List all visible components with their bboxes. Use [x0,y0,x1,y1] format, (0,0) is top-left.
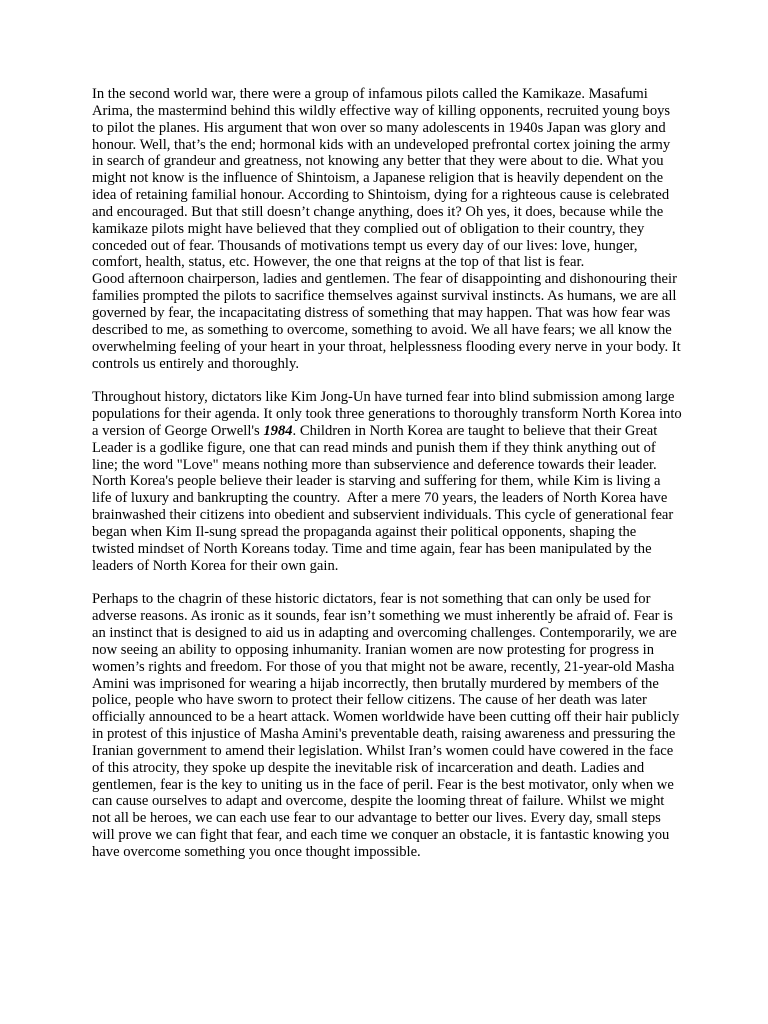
paragraph-greeting: Good afternoon chairperson, ladies and gentlemen. The fear of disappointing and dishonouring their families prompted the pilots to sacrifice themselves against survival instincts. As humans, we are all governed by fear, the incapacitating distress of something that may happen. That was how fear was described to me, as something to overcome, something to avoid. We all have fears; we all know the overwhelming feeling of your heart in your throat, helplessness flooding every nerve in your body. It controls us entirely and thoroughly. [92,271,681,372]
paragraph-spacer [92,574,682,591]
paragraph-iran-protests: Perhaps to the chagrin of these historic dictators, fear is not something that can only be used for adverse reasons. As ironic as it sounds, fear isn’t something we must inherently be afraid of. Fear is an instinct that is designed to aid us in adapting and overcoming challenges. Contemporarily, we are now seeing an ability to opposing inhumanity. Iranian women are now protesting for progress in women’s rights and freedom. For those of you that might not be aware, recently, 21-year-old Masha Amini was imprisoned for wearing a hijab incorrectly, then brutally murdered by members of the police, people who have sworn to protect their fellow citizens. The cause of her death was later officially announced to be a heart attack. Women worldwide have been cutting off their hair publicly in protest of this injustice of Masha Amini's preventable death, raising awareness and pressuring the Iranian government to amend their legislation. Whilst Iran’s women could have cowered in the face of this atrocity, they spoke up despite the inevitable risk of incarceration and death. Ladies and gentlemen, fear is the key to uniting us in the face of peril. Fear is the best motivator, only when we can cause ourselves to adapt and overcome, despite the looming threat of failure. Whilst we might not all be heroes, we can each use fear to our advantage to better our lives. Every day, small steps will prove we can fight that fear, and each time we conquer an obstacle, it is fantastic knowing you have overcome something you once thought impossible. [92,591,680,860]
document-body [92,86,682,861]
paragraph-kamikaze: In the second world war, there were a group of infamous pilots called the Kamikaze. Masafumi Arima, the mastermind behind this wildly effective way of killing opponents, recruited young boys to pilot the planes. His argument that won over so many adolescents in 1940s Japan was glory and honour. Well, that’s the end; hormonal kids with an undeveloped prefrontal cortex joining the army in search of grandeur and greatness, not knowing any better that they were about to die. What you might not know is the influence of Shintoism, a Japanese religion that is heavily dependent on the idea of retaining familial honour. According to Shintoism, dying for a righteous cause is celebrated and encouraged. But that still doesn’t change anything, does it? Oh yes, it does, because while the kamikaze pilots might have believed that they complied out of obligation to their country, they conceded out of fear. Thousands of motivations tempt us every day of our lives: love, hunger, comfort, health, status, etc. However, the one that reigns at the top of that list is fear. [92,86,671,271]
paragraph-north-korea-text-end: . Children in North Korea are taught to believe that their Great Leader is a godlike figure, one that can read minds and punish them if they think anything out of line; the word "Love" means nothing more than subservience and deference towards their leader. North Korea's people believe their leader is starving and suffering for them, while Kim is living a life of luxury and bankrupting the country. After a mere 70 years, the leaders of North Korea have brainwashed their citizens into obedient and subservient individuals. This cycle of generational fear began when Kim Il-sung spread the propaganda against their political opponents, shaping the twisted mindset of North Koreans today. Time and time again, fear has been manipulated by the leaders of North Korea for their own gain. [92,422,674,574]
paragraph-north-korea [92,389,682,574]
paragraph-spacer [92,372,682,389]
book-title-1984: 1984 [263,422,293,439]
paragraph-north-korea-text-start: Throughout history, dictators like Kim Jong-Un have turned fear into blind submission among large populations for their agenda. It only took three generations to thoroughly transform North Korea into a version of George Orwell's [92,389,682,439]
